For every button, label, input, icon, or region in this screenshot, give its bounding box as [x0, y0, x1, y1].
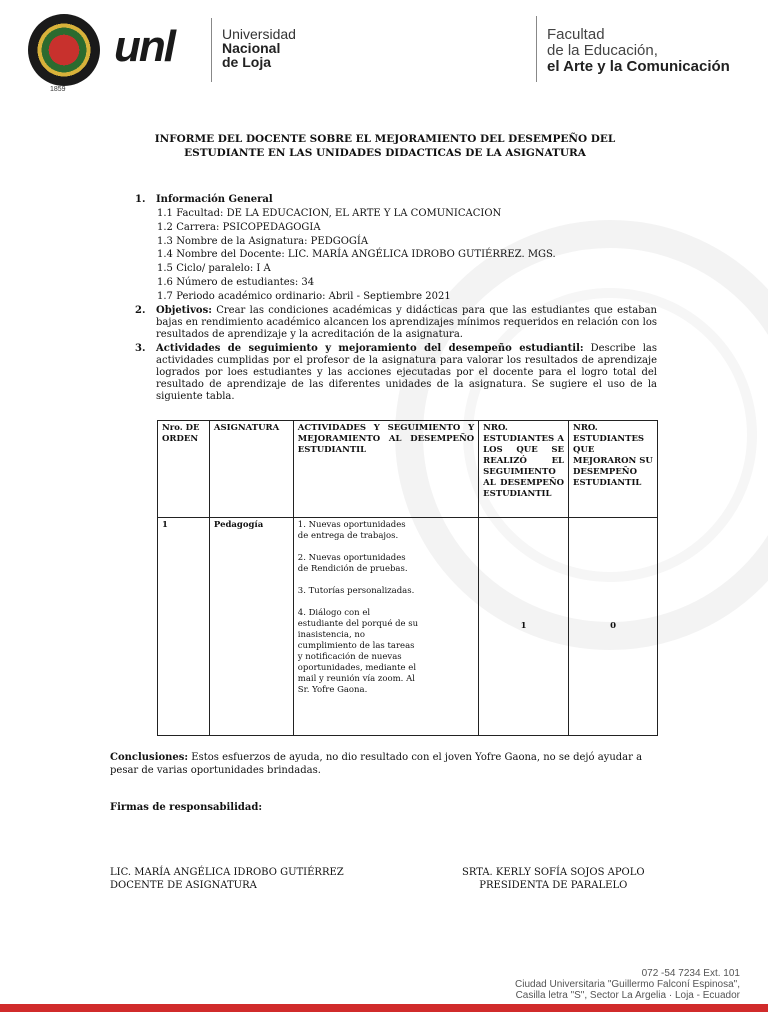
cell-improved-count: 0: [569, 518, 658, 736]
footer-contact: 072 -54 7234 Ext. 101 Ciudad Universitaria "Guillermo Falconí Espinosa", Casilla letra "S", Sector La Argelia · Loja - Ecuador: [515, 968, 740, 1001]
divider: [536, 16, 537, 82]
activity-item: 4. Diálogo con el estudiante del porqué de su inasistencia, no cumplimiento de las tareas y notificación de nuevas oportunidades, mediante el mail y reunión vía zoom. Al Sr. Yofre Gaona.: [297, 608, 419, 695]
info-item: 1.1 Facultad: DE LA EDUCACION, EL ARTE Y LA COMUNICACION: [157, 208, 502, 219]
info-item: 1.7 Periodo académico ordinario: Abril - Septiembre 2021: [157, 291, 451, 302]
unl-logo: unl: [114, 22, 174, 71]
activities-table: [157, 420, 658, 736]
info-item: 1.6 Número de estudiantes: 34: [157, 277, 315, 288]
col-header-followed: NRO. ESTUDIANTES A LOS QUE SE REALIZÓ EL SEGUIMIENTO AL DESEMPEÑO ESTUDIANTIL: [479, 421, 569, 518]
cell-subject: Pedagogía: [209, 518, 293, 736]
university-name: Universidad Nacional de Loja: [222, 26, 296, 70]
conclusions: Conclusiones: Estos esfuerzos de ayuda, no dio resultado con el joven Yofre Gaona, no se dejó ayudar a pesar de varias oportunidades brindadas.: [110, 752, 643, 776]
info-item: 1.3 Nombre de la Asignatura: PEDGOGÍA: [157, 236, 369, 247]
divider: [211, 18, 212, 82]
info-item: 1.4 Nombre del Docente: LIC. MARÍA ANGÉLICA IDROBO GUTIÉRREZ. MGS.: [157, 249, 556, 260]
col-header-order: Nro. DE ORDEN: [158, 421, 210, 518]
col-header-subject: ASIGNATURA: [209, 421, 293, 518]
activity-item: 3. Tutorías personalizadas.: [297, 586, 415, 596]
info-item: 1.5 Ciclo/ paralelo: I A: [157, 263, 271, 274]
seal-year: 1859: [50, 86, 66, 93]
table-header-row: [158, 421, 658, 518]
signature-president: SRTA. KERLY SOFÍA SOJOS APOLO PRESIDENTA DE PARALELO: [462, 867, 645, 891]
info-item: 1.2 Carrera: PSICOPEDAGOGIA: [157, 222, 321, 233]
cell-order: 1: [158, 518, 210, 736]
table-row: [158, 518, 658, 736]
signature-teacher: LIC. MARÍA ANGÉLICA IDROBO GUTIÉRREZ DOCENTE DE ASIGNATURA: [110, 867, 344, 891]
activity-item: 2. Nuevas oportunidades de Rendición de pruebas.: [297, 553, 408, 574]
col-header-improved: NRO. ESTUDIANTES QUE MEJORARON SU DESEMPEÑO ESTUDIANTIL: [569, 421, 658, 518]
activity-item: 1. Nuevas oportunidades de entrega de trabajos.: [297, 520, 406, 541]
col-header-activities: ACTIVIDADES Y SEGUIMIENTO Y MEJORAMIENTO AL DESEMPEÑO ESTUDIANTIL: [293, 421, 478, 518]
cell-followed-count: 1: [479, 518, 569, 736]
faculty-name: Facultad de la Educación, el Arte y la Comunicación: [547, 26, 730, 75]
report-title: INFORME DEL DOCENTE SOBRE EL MEJORAMIENTO DEL DESEMPEÑO DEL ESTUDIANTE EN LAS UNIDADES DIDACTICAS DE LA ASIGNATURA: [154, 133, 616, 159]
letterhead: [0, 0, 768, 110]
signatures-heading: Firmas de responsabilidad:: [110, 802, 263, 813]
university-seal-logo: [28, 14, 100, 86]
cell-activities: [293, 518, 478, 736]
footer-accent-bar: [0, 1004, 768, 1012]
